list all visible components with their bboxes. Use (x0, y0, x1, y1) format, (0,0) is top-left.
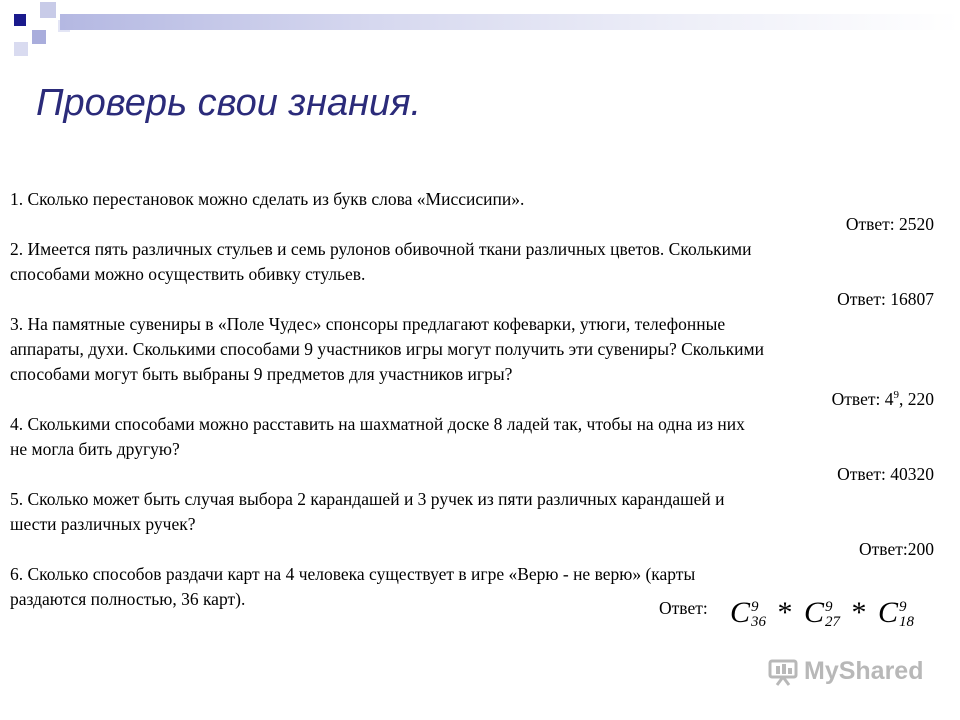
questions-list (10, 187, 934, 612)
question-4 (10, 412, 934, 462)
decor-square (32, 30, 46, 44)
decor-square (40, 2, 56, 18)
answer-4: Ответ: 40320 (837, 464, 934, 484)
watermark-text: MyShared (804, 657, 924, 685)
question-line: 6. Сколько способов раздачи карт на 4 человека существует в игре «Верю - не верю» (карты (10, 564, 696, 584)
answer-5: Ответ:200 (859, 539, 934, 559)
decor-square (14, 14, 26, 26)
formula-indices (751, 600, 766, 630)
answer-1: Ответ: 2520 (845, 214, 934, 234)
question-line: 5. Сколько может быть случая выбора 2 карандашей и 3 ручек из пяти различных карандашей и (10, 489, 725, 509)
decor-squares (0, 0, 80, 60)
question-line: не могла бить другую? (10, 439, 180, 459)
question-3 (10, 312, 934, 387)
question-line: способами можно осуществить обивку стульев. (10, 264, 366, 284)
formula-operator: * (851, 596, 867, 629)
answer-6-formula (730, 596, 914, 630)
question-line: способами могут быть выбраны 9 предметов для участников игры? (10, 364, 513, 384)
formula-letter: C (878, 596, 899, 629)
formula-sub: 36 (751, 614, 767, 631)
answer-suffix: , 220 (899, 389, 934, 409)
formula-sub: 18 (899, 614, 915, 631)
question-2 (10, 237, 934, 287)
formula-indices (825, 600, 840, 630)
answer-prefix: Ответ: 4 (831, 389, 894, 409)
formula-sup: 9 (751, 599, 759, 616)
answer-exponent: 9 (893, 389, 899, 402)
formula-letter: C (804, 596, 825, 629)
presentation-board-icon (768, 658, 798, 686)
question-line: аппараты, духи. Сколькими способами 9 участников игры могут получить эти сувениры? Сколькими (10, 339, 764, 359)
myshared-watermark (768, 657, 923, 686)
formula-sup: 9 (825, 599, 833, 616)
question-line: 4. Сколькими способами можно расставить на шахматной доске 8 ладей так, чтобы на одна из них (10, 414, 745, 434)
question-line: 1. Сколько перестановок можно сделать из букв слова «Миссисипи». (10, 189, 525, 209)
decor-gradient-bar (60, 14, 960, 30)
formula-indices (899, 600, 914, 630)
formula-operator: * (777, 596, 793, 629)
question-line: раздаются полностью, 36 карт). (10, 589, 246, 609)
formula-sub: 27 (825, 614, 841, 631)
answer-2: Ответ: 16807 (837, 289, 934, 309)
question-5 (10, 487, 934, 537)
answer-3 (10, 387, 934, 412)
question-line: 3. На памятные сувениры в «Поле Чудес» спонсоры предлагают кофеварки, утюги, телефонные (10, 314, 726, 334)
question-line: 2. Имеется пять различных стульев и семь рулонов обивочной ткани различных цветов. Сколькими (10, 239, 752, 259)
slide-title: Проверь свои знания. (36, 82, 422, 124)
question-line: шести различных ручек? (10, 514, 196, 534)
answer-6-label: Ответ: (659, 598, 708, 618)
decor-square (14, 42, 28, 56)
question-1 (10, 187, 934, 212)
formula-letter: C (730, 596, 751, 629)
formula-sup: 9 (899, 599, 907, 616)
